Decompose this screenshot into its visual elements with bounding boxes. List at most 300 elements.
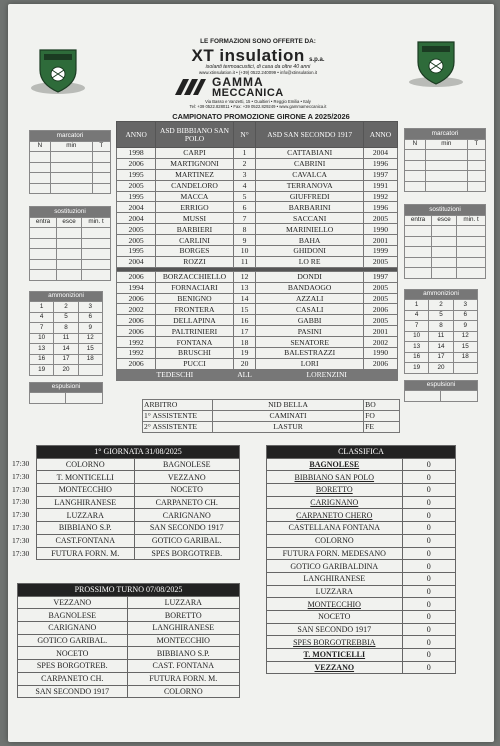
lineup-y1: 1995 [117,191,156,202]
lineup-away: TERRANOVA [256,180,363,191]
substitutions-title: sostituzioni [405,205,486,216]
next-fixture-home: VEZZANO [18,596,128,609]
fixture-away: NOCETO [134,484,239,497]
lineup-away: GHIDONI [256,246,363,257]
lineup-home: BRUSCHI [156,348,233,359]
standings-team: T. MONTICELLI [267,649,403,662]
fixture-row [37,522,240,535]
next-fixture-away: BORETTO [127,609,239,622]
standings-team: VEZZANO [267,661,403,674]
official-row [143,421,400,432]
substitutions-empty-row [405,268,486,279]
lineup-table [116,121,398,381]
lineup-n: 1 [233,148,256,159]
standings-points: 0 [402,509,455,522]
standings-row [267,585,456,598]
lineup-y2: 2002 [363,337,397,348]
lineup-away: GABBI [256,315,363,326]
scorers-table [404,128,486,192]
fixture-row [37,484,240,497]
fixture-sheet [8,4,494,742]
fixture-home: LUZZARA [37,509,135,522]
lineup-row [117,256,398,267]
standings-team: SAN SECONDO 1917 [267,623,403,636]
booking-number: 14 [54,344,78,355]
kickoff-time: 17:30 [12,535,30,545]
substitutions-empty-row [30,270,111,281]
booking-number: 2 [429,300,453,311]
lineup-n: 13 [233,282,256,293]
booking-number: 7 [30,323,54,334]
lineup-y1: 2005 [117,180,156,191]
booking-number: 10 [30,333,54,344]
bookings-row [405,363,478,374]
lineup-away: LO RE [256,256,363,267]
lineup-y2: 1996 [363,158,397,169]
lineup-n: 5 [233,191,256,202]
bookings-title: ammonizioni [405,289,478,300]
lineup-away: BAHA [256,235,363,246]
away-coach: LORENZINI [256,369,398,380]
lineup-away: BALESTRAZZI [256,348,363,359]
official-section: FE [364,421,400,432]
lineup-y1: 1992 [117,348,156,359]
lineup-home: FORNACIARI [156,282,233,293]
bookings-row [30,323,103,334]
official-row [143,400,400,411]
gamma-contacts: Tel: +39 0522.828011 • Fax: +39 0522.829249 • www.gammameccanica.it [189,104,327,109]
next-fixture-row [18,596,240,609]
lineup-y2: 2005 [363,282,397,293]
expulsions-empty-row [30,393,103,404]
standings-team: BIBBIANO SAN POLO [267,471,403,484]
standings-points: 0 [402,585,455,598]
lineup-y2: 2005 [363,293,397,304]
booking-number: 18 [453,352,477,363]
standings-team: FUTURA FORN. MEDESANO [267,547,403,560]
next-fixture-row [18,660,240,673]
standings-points: 0 [402,623,455,636]
next-fixture-away: COLORNO [127,685,239,698]
standings-team: CASTELLANA FONTANA [267,522,403,535]
standings-points: 0 [402,471,455,484]
standings-team: NOCETO [267,610,403,623]
substitutions-empty-row [30,228,111,239]
bench-rows [117,271,398,369]
lineup-home: ERRIGO [156,202,233,213]
standings-row [267,496,456,509]
lineup-n: 17 [233,326,256,337]
club-logo-right [408,36,464,88]
substitutions-empty-row [405,236,486,247]
fixture-home: BIBBIANO S.P. [37,522,135,535]
giornata-title: 1° GIORNATA 31/08/2025 [37,446,240,459]
lineup-home: MACCA [156,191,233,202]
substitutions-col: esce [57,217,82,228]
lineup-y1: 1995 [117,169,156,180]
standings-team: CARIGNANO [267,496,403,509]
bookings-row [30,312,103,323]
lineup-y1: 1998 [117,148,156,159]
standings-row [267,534,456,547]
fixture-home: LANGHIRANESE [37,496,135,509]
booking-number: 3 [453,300,477,311]
kickoff-time: 17:30 [12,459,30,468]
lineup-y1: 2004 [117,256,156,267]
fixture-home: MONTECCHIO [37,484,135,497]
lineup-n: 6 [233,202,256,213]
standings-points: 0 [402,560,455,573]
substitutions-table [404,204,486,279]
lineup-n: 4 [233,180,256,191]
col-home-team: ASD BIBBIANO SAN POLO [156,122,233,148]
substitutions-empty-row [30,238,111,249]
next-fixture-home: GOTICO GARIBAL. [18,634,128,647]
lineup-y1: 2005 [117,235,156,246]
bookings-row [405,352,478,363]
official-row [143,410,400,421]
col-number: N° [233,122,256,148]
gamma-address: Via Basso e Vanzetti, 15 • Gualtieri • Reggio Emilia • Italy [205,99,311,104]
next-fixture-row [18,634,240,647]
lineup-row [117,235,398,246]
lineup-y2: 1991 [363,180,397,191]
lineup-y2: 2005 [363,256,397,267]
substitutions-empty-row [30,259,111,270]
championship-title: CAMPIONATO PROMOZIONE GIRONE A 2025/2026 [172,112,350,121]
booking-number: 6 [78,312,102,323]
standings-team: CARPANETO CHERO [267,509,403,522]
lineup-row [117,271,398,282]
next-fixture-home: SAN SECONDO 1917 [18,685,128,698]
lineup-n: 11 [233,256,256,267]
booking-number: 8 [429,321,453,332]
bookings-row [405,331,478,342]
standings-row [267,458,456,471]
standings-team: LUZZARA [267,585,403,598]
bookings-table [404,289,478,374]
next-fixture-away: LUZZARA [127,596,239,609]
booking-number: 12 [453,331,477,342]
scorers-col: min [50,141,92,152]
lineup-y2: 2006 [363,358,397,369]
bookings-row [30,333,103,344]
lineup-y2: 1997 [363,169,397,180]
lineup-home: BENIGNO [156,293,233,304]
next-fixture-row [18,647,240,660]
substitutions-empty-row [405,247,486,258]
lineup-y1: 2004 [117,202,156,213]
next-fixture-home: CARIGNANO [18,622,128,635]
lineup-home: DELLAPINA [156,315,233,326]
standings-row [267,522,456,535]
next-fixture-away: MONTECCHIO [127,634,239,647]
lineup-y1: 2006 [117,158,156,169]
lineup-home: MARTINEZ [156,169,233,180]
fixture-home: CAST.FONTANA [37,534,135,547]
lineup-n: 7 [233,213,256,224]
fixture-row [37,509,240,522]
expulsions-title: espulsioni [30,382,103,393]
kickoff-time: 17:30 [12,471,30,481]
substitutions-col: esce [432,215,457,226]
fixture-away: SAN SECONDO 1917 [134,522,239,535]
lineup-home: MUSSI [156,213,233,224]
standings-points: 0 [402,522,455,535]
booking-number: 17 [54,354,78,365]
lineup-away: SACCANI [256,213,363,224]
official-name: CAMINATI [212,410,363,421]
standings-points: 0 [402,636,455,649]
home-coach: TEDESCHI [117,369,234,380]
official-section: FO [364,410,400,421]
lineup-row [117,224,398,235]
gamma-title: GAMMA [212,75,264,89]
lineup-y1: 1994 [117,282,156,293]
standings-row [267,623,456,636]
substitutions-col: min. t [82,217,111,228]
coach-label: ALL [233,369,256,380]
next-fixture-row [18,672,240,685]
club-logo-left [30,44,86,96]
lineup-y1: 2005 [117,224,156,235]
lineup-y1: 2006 [117,358,156,369]
col-anno-right: ANNO [363,122,397,148]
fixture-row [37,547,240,560]
substitutions-col: min. t [457,215,486,226]
next-fixture-away: CAST. FONTANA [127,660,239,673]
substitutions-empty-row [405,257,486,268]
expulsions-title: espulsioni [405,380,478,391]
lineup-home: CANDELORO [156,180,233,191]
lineup-home: FONTANA [156,337,233,348]
standings-title: CLASSIFICA [267,446,456,459]
scorers-col: T [92,141,110,152]
lineup-y1: 1995 [117,246,156,257]
standings-row [267,636,456,649]
fixture-away: BAGNOLESE [134,458,239,471]
lineup-row [117,158,398,169]
next-fixture-row [18,609,240,622]
next-fixture-away: BIBBIANO S.P. [127,647,239,660]
fixture-away: SPES BORGOTREB. [134,547,239,560]
booking-number: 14 [429,342,453,353]
left-side-panels [29,130,111,404]
giornata-table [36,445,240,560]
lineup-n: 14 [233,293,256,304]
bookings-row [405,342,478,353]
lineup-home: BORGES [156,246,233,257]
lineup-y2: 2004 [363,148,397,159]
lineup-away: GIUFFREDI [256,191,363,202]
standings-table [266,445,456,674]
official-role: 2° ASSISTENTE [143,421,213,432]
standings-row [267,484,456,497]
kickoff-time: 17:30 [12,484,30,494]
official-section: BO [364,400,400,411]
booking-number: 1 [405,300,429,311]
booking-number: 2 [54,302,78,313]
lineup-home: MARTIGNONI [156,158,233,169]
standings-row [267,610,456,623]
booking-number: 10 [405,331,429,342]
booking-number: 4 [30,312,54,323]
next-fixture-away: LANGHIRANESE [127,622,239,635]
lineup-n: 16 [233,315,256,326]
lineup-y2: 1990 [363,348,397,359]
scorers-empty-row [405,150,486,161]
booking-number: 4 [405,310,429,321]
booking-number: 5 [429,310,453,321]
brand-tagline: isolanti termoacustici, di casa da oltre 40 anni [205,64,311,70]
lineup-y2: 1992 [363,191,397,202]
lineup-n: 20 [233,358,256,369]
lineup-away: SENATORE [256,337,363,348]
standings-team: MONTECCHIO [267,598,403,611]
lineup-home: ROZZI [156,256,233,267]
fixture-away: VEZZANO [134,471,239,484]
next-fixture-home: SPES BORGOTREB. [18,660,128,673]
lineup-home: CARPI [156,148,233,159]
fixture-row [37,534,240,547]
lineup-home: PALTRINIERI [156,326,233,337]
standings-team: GOTICO GARIBALDINA [267,560,403,573]
next-fixture-row [18,622,240,635]
scorers-empty-row [30,152,111,163]
lineup-n: 18 [233,337,256,348]
lineup-away: BANDAOGO [256,282,363,293]
official-role: ARBITRO [143,400,213,411]
bookings-row [30,365,103,376]
scorers-empty-row [30,162,111,173]
booking-number: 12 [78,333,102,344]
marcatori-panel-left [29,130,111,404]
lineup-y1: 2006 [117,293,156,304]
booking-number: 15 [78,344,102,355]
scorers-empty-row [30,183,111,194]
bookings-row [30,302,103,313]
standings-team: SPES BORGOTREBBIA [267,636,403,649]
booking-number: 20 [54,365,78,376]
lineup-y2: 2005 [363,213,397,224]
lineup-away: BARBARINI [256,202,363,213]
lineup-home: PUCCI [156,358,233,369]
official-name: NID BELLA [212,400,363,411]
fixture-away: CARIGNANO [134,509,239,522]
booking-number: 11 [54,333,78,344]
standings-points: 0 [402,610,455,623]
lineup-n: 10 [233,246,256,257]
booking-number: 3 [78,302,102,313]
lineup-y2: 2006 [363,304,397,315]
coaches-row [117,369,398,380]
next-fixture-home: NOCETO [18,647,128,660]
kickoff-time: 17:30 [12,548,30,558]
col-anno-left: ANNO [117,122,156,148]
standings-points: 0 [402,598,455,611]
scorers-col: min [425,139,467,150]
lineup-n: 3 [233,169,256,180]
lineup-row [117,148,398,159]
substitutions-col: entra [405,215,432,226]
lineup-y1: 2006 [117,315,156,326]
fixture-home: FUTURA FORN. M. [37,547,135,560]
lineup-home: FRONTERA [156,304,233,315]
brand-block [158,46,358,66]
lineup-row [117,358,398,369]
lineup-y2: 1997 [363,271,397,282]
substitutions-col: entra [30,217,57,228]
standings-points: 0 [402,484,455,497]
lineup-home: BORZACCHIELLO [156,271,233,282]
lineup-row [117,315,398,326]
lineup-y1: 2002 [117,304,156,315]
fixture-row [37,496,240,509]
next-round-title: PROSSIMO TURNO 07/08/2025 [18,584,240,597]
lineup-row [117,337,398,348]
standings-row [267,661,456,674]
scorers-title: marcatori [405,129,486,140]
col-away-team: ASD SAN SECONDO 1917 [256,122,363,148]
kickoff-time: 17:30 [12,510,30,520]
bookings-row [30,344,103,355]
lineup-row [117,202,398,213]
lineup-row [117,213,398,224]
bookings-table [29,291,103,376]
standings-points: 0 [402,458,455,471]
brand-name: XT insulation [191,46,305,65]
lineup-row [117,348,398,359]
booking-number: 19 [30,365,54,376]
standings-row [267,572,456,585]
next-fixture-row [18,685,240,698]
lineup-away: DONDI [256,271,363,282]
gamma-subtitle: MECCANICA [212,87,284,99]
substitutions-empty-row [405,226,486,237]
lineup-away: LORI [256,358,363,369]
booking-number: 7 [405,321,429,332]
lineup-away: CASALI [256,304,363,315]
booking-number: 9 [453,321,477,332]
right-side-panels [404,128,486,402]
next-fixture-home: CARPANETO CH. [18,672,128,685]
booking-number: 9 [78,323,102,334]
scorers-title: marcatori [30,131,111,142]
officials-table [142,399,400,433]
booking-number: 8 [54,323,78,334]
lineup-y2: 2001 [363,326,397,337]
lineup-y1: 2006 [117,326,156,337]
lineup-row [117,282,398,293]
lineup-y2: 2005 [363,315,397,326]
expulsions-table [404,380,478,402]
standings-points: 0 [402,496,455,509]
standings-row [267,509,456,522]
official-role: 1° ASSISTENTE [143,410,213,421]
booking-number: 1 [30,302,54,313]
lineup-y2: 1990 [363,224,397,235]
official-name: LASTUR [212,421,363,432]
substitutions-empty-row [30,249,111,260]
standings-row [267,598,456,611]
scorers-col: N [30,141,51,152]
lineup-y1: 2006 [117,271,156,282]
lineup-row [117,180,398,191]
lineup-away: MARINIELLO [256,224,363,235]
bookings-row [405,310,478,321]
booking-number: 20 [429,363,453,374]
lineup-y1: 2004 [117,213,156,224]
